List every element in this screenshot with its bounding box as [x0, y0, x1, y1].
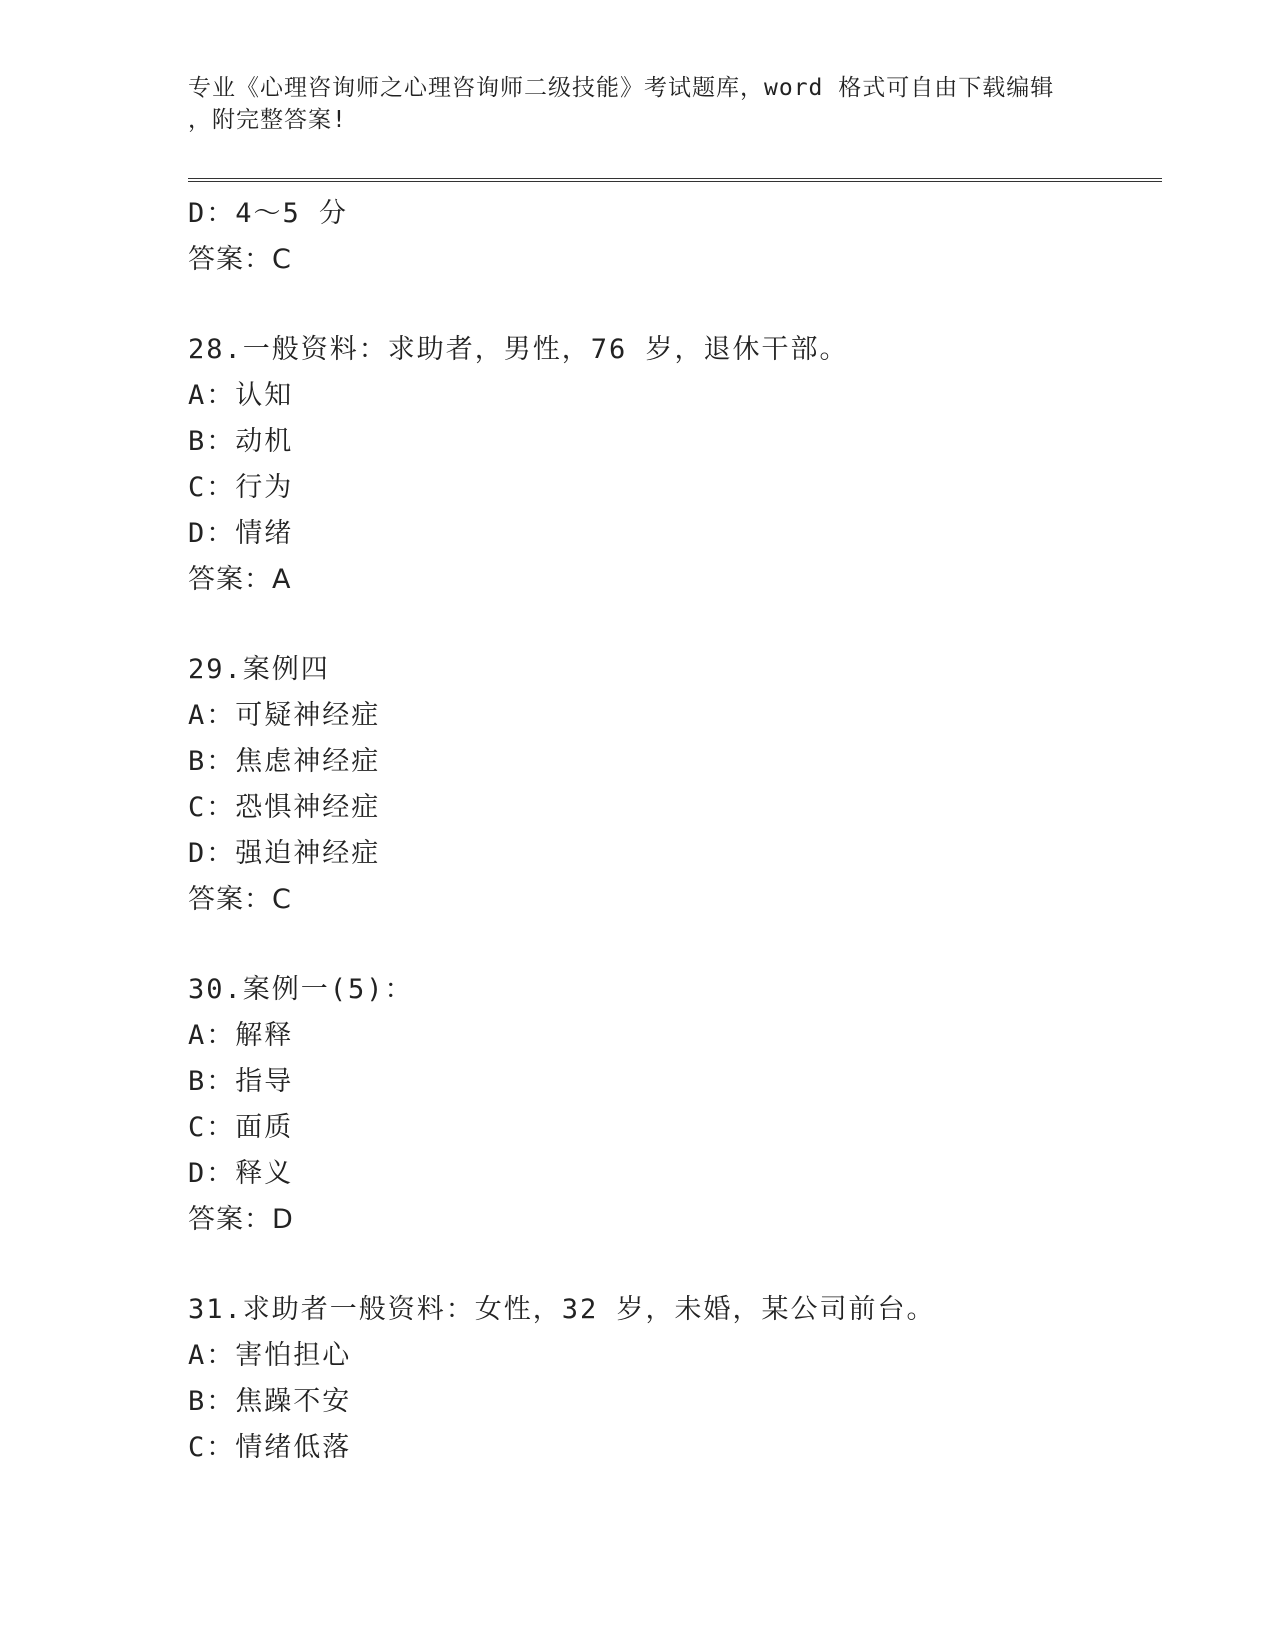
option-d: D：4～5 分	[188, 198, 349, 229]
question-stem: 30.案例一(5)：	[188, 974, 414, 1005]
option-b: B：焦躁不安	[188, 1386, 352, 1417]
option-b: B：指导	[188, 1066, 294, 1097]
header-line-1: 专业《心理咨询师之心理咨询师二级技能》考试题库，word 格式可自由下载编辑	[188, 75, 1055, 101]
option-d: D：情绪	[188, 518, 294, 549]
option-d: D：释义	[188, 1158, 294, 1189]
option-c: C：情绪低落	[188, 1432, 352, 1463]
header-divider	[188, 178, 1162, 182]
option-b: B：动机	[188, 426, 294, 457]
question-31	[188, 1287, 1162, 1471]
question-29	[188, 647, 1162, 923]
option-a: A：可疑神经症	[188, 700, 381, 731]
question-28	[188, 327, 1162, 603]
option-a: A：解释	[188, 1020, 294, 1051]
question-30	[188, 967, 1162, 1243]
header-line-2: ，附完整答案!	[188, 107, 347, 133]
question-stem: 29.案例四	[188, 654, 330, 685]
option-a: A：害怕担心	[188, 1340, 352, 1371]
answer-line: 答案：C	[188, 244, 292, 275]
question-stem: 28.一般资料：求助者，男性，76 岁，退休干部。	[188, 334, 849, 365]
option-d: D：强迫神经症	[188, 838, 381, 869]
option-c: C：恐惧神经症	[188, 792, 381, 823]
answer-line: 答案：A	[188, 564, 292, 595]
option-c: C：行为	[188, 472, 294, 503]
answer-line: 答案：D	[188, 1204, 294, 1235]
question-list	[188, 191, 1162, 1471]
answer-line: 答案：C	[188, 884, 292, 915]
option-b: B：焦虑神经症	[188, 746, 381, 777]
document-header	[188, 72, 1088, 136]
option-c: C：面质	[188, 1112, 294, 1143]
question-stem: 31.求助者一般资料：女性，32 岁，未婚，某公司前台。	[188, 1294, 936, 1325]
option-a: A：认知	[188, 380, 294, 411]
